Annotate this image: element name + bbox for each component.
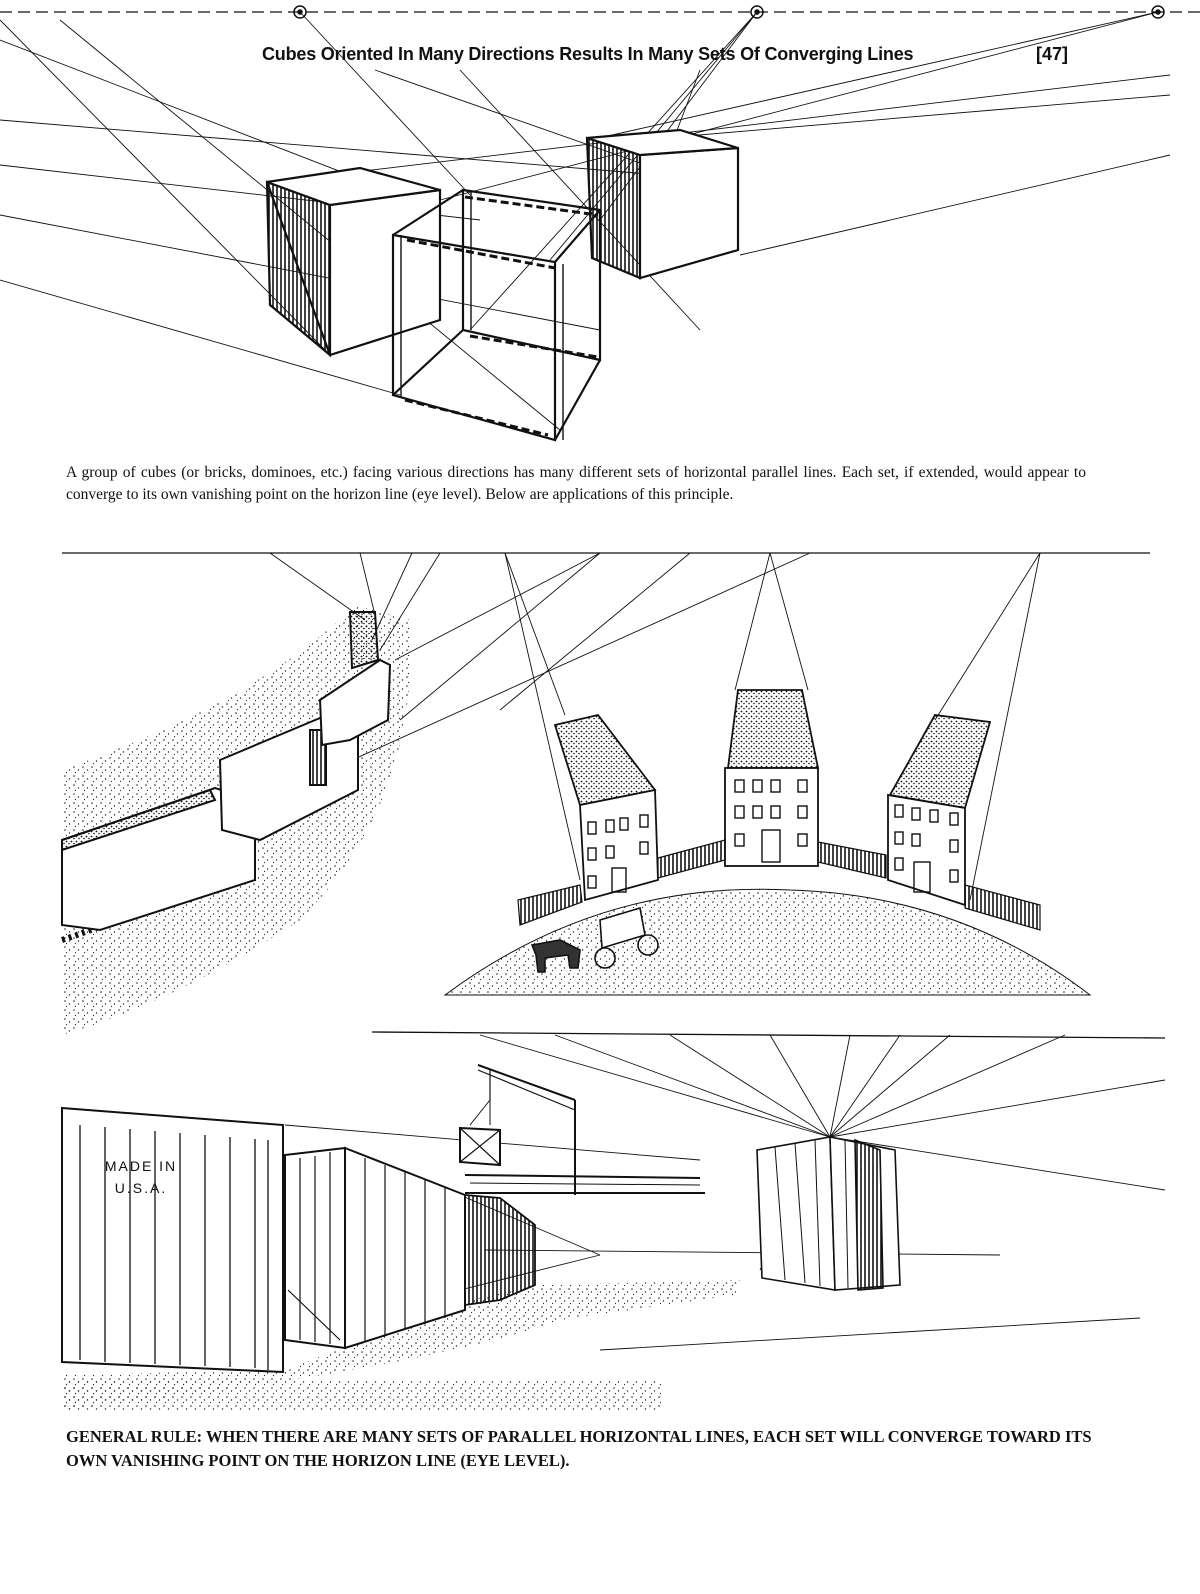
cube-right: [587, 130, 738, 278]
crate-middle: [285, 1148, 465, 1348]
houses-scene: [400, 553, 1090, 995]
crate-back: [465, 1195, 535, 1305]
cube-left: [267, 168, 440, 355]
crate-label: MADE IN U.S.A.: [104, 1158, 178, 1196]
caption-paragraph: A group of cubes (or bricks, dominoes, etc.) facing various directions has many different sets of horizontal parallel lines. Each set, if extended, would appear to converge to its own vanishing point on the horizon line (eye level). Below are applications of this principle.: [66, 464, 1086, 503]
house-left: [555, 715, 658, 900]
general-rule: GENERAL RULE: WHEN THERE ARE MANY SETS OF PARALLEL HORIZONTAL LINES, EACH SET WILL CONVERGE TOWARD ITS OWN VANISHING POINT ON THE HORIZON LINE (EYE LEVEL).: [66, 1427, 1092, 1470]
horizon-line-bottom: [372, 1032, 1165, 1038]
crane: [460, 1065, 705, 1195]
construction-lines-cubes: [0, 12, 1170, 430]
open-book: [757, 1137, 900, 1290]
page-number: [47]: [1036, 44, 1069, 64]
crate-front: [62, 1108, 283, 1372]
house-middle: [725, 690, 818, 866]
page-title: Cubes Oriented In Many Directions Results In Many Sets Of Converging Lines: [262, 44, 914, 64]
